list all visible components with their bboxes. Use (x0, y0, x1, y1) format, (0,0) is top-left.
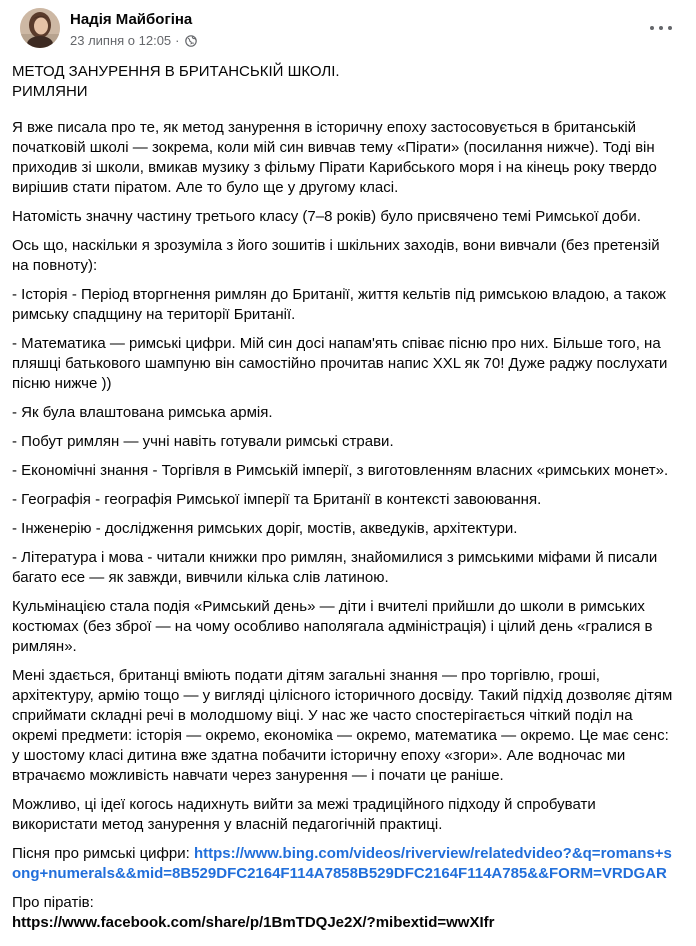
list-item: - Побут римлян — учні навіть готували римські страви. (12, 433, 394, 450)
list-item: - Економічні знання - Торгівля в Римській імперії, з виготовленням власних «римських монет». (12, 462, 669, 479)
paragraph: Можливо, ці ідеї когось надихнуть вийти за межі традиційного підходу й спробувати використати метод занурення у власній педагогічній практиці. (12, 796, 596, 833)
song-link-label: Пісня про римські цифри: (12, 845, 194, 862)
song-link-line (12, 844, 680, 884)
globe-icon[interactable] (185, 35, 197, 47)
paragraph: Ось що, наскільки я зрозуміла з його зошитів і шкільних заходів, вони вивчали (без претензій на повноту): (12, 237, 660, 274)
post-title-line-2: РИМЛЯНИ (12, 83, 88, 100)
meta-separator: · (175, 33, 180, 48)
list-item: - Географія - географія Римської імперії та Британії в контексті завоювання. (12, 491, 542, 508)
post-title-line-1: МЕТОД ЗАНУРЕННЯ В БРИТАНСЬКІЙ ШКОЛІ. (12, 63, 340, 80)
list-item: - Історія - Період вторгнення римлян до Британії, життя кельтів під римською владою, а також римську спадщину на території Британії. (12, 286, 666, 323)
post-date[interactable]: 23 липня о 12:05 (70, 33, 172, 48)
post-header (10, 0, 686, 54)
paragraph: Натомість значну частину третього класу (7–8 років) було присвячено темі Римської доби. (12, 208, 641, 225)
paragraph: Я вже писала про те, як метод занурення в історичну епоху застосовується в британській початковій школі — зокрема, коли мій син вивчав тему «Пірати» (посилання нижче). Тоді він приходив зі школи, вмикав музику з фільму Пірати Карибського моря і на кінець року твердо вирішив стати піратом. Але то було ще у другому класі. (12, 119, 657, 196)
avatar[interactable] (20, 8, 60, 48)
pirates-link[interactable]: https://www.facebook.com/share/p/1BmTDQJe2X/?mibextid=wwXIfr (12, 914, 495, 931)
avatar-photo (20, 8, 60, 48)
more-options-icon[interactable] (650, 18, 672, 38)
post-title (12, 62, 680, 102)
author-name[interactable]: Надія Майбогіна (70, 11, 193, 28)
list-item: - Інженерію - дослідження римських доріг, мостів, акведуків, архітектури. (12, 520, 518, 537)
pirates-link-label: Про піратів: (12, 894, 94, 911)
pirates-link-line (12, 893, 680, 933)
post-meta (70, 33, 197, 48)
song-link[interactable]: https://www.bing.com/videos/riverview/relatedvideo?&q=romans+song+numerals&&mid=8B529DFC2164F114A7858B529DFC2164F114A785&&FORM=VRDGAR (12, 845, 672, 882)
paragraph: Кульмінацією стала подія «Римський день» — діти і вчителі прийшли до школи в римських костюмах (без зброї — на чому особливо наполягала адміністрація) і цілий день «гралися в римлян». (12, 598, 653, 655)
list-item: - Як була влаштована римська армія. (12, 404, 273, 421)
post-text (10, 62, 686, 933)
list-item: - Література і мова - читали книжки про римлян, знайомилися з римськими міфами й писали багато есе — як завжди, вивчили кілька слів латиною. (12, 549, 658, 586)
list-item: - Математика — римські цифри. Мій син досі напам'ять співає пісню про них. Більше того, на пляшці батькового шампуню він самостійно прочитав напис XXL як 70! Дуже раджу послухати пісню нижче )) (12, 335, 668, 392)
paragraph: Мені здається, британці вміють подати дітям загальні знання — про торгівлю, гроші, архітектуру, армію тощо — у вигляді цілісного історичного досвіду. Такий підхід дозволяє дітям сприймати складні речі в молодшому віці. У нас же часто спостерігається чіткий поділ на окремі предмети: історія — окремо, економіка — окремо, математика — окремо. Це має сенс: у шостому класі дитина вже здатна побачити історичну епоху «згори». Але водночас ми втрачаємо можливість навчати через занурення — і почати це раніше. (12, 667, 673, 784)
